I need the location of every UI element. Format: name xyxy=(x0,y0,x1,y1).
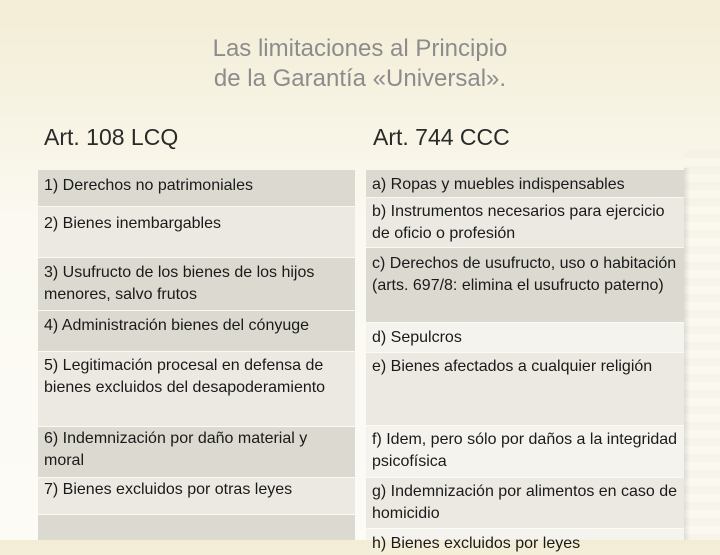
right-row-h xyxy=(366,529,684,552)
right-row-h-text: h) Bienes excluidos por leyes xyxy=(372,535,581,552)
title-line-1: Las limitaciones al Principio xyxy=(212,35,508,62)
left-row-6: 6) Indemnización por daño material y moral xyxy=(38,427,355,477)
left-row-5: 5) Legitimación procesal en defensa de bienes excluidos del desapoderamiento xyxy=(38,352,355,426)
table-shadow xyxy=(684,168,690,540)
right-row-b: b) Instrumentos necesarios para ejercicio de oficio o profesión xyxy=(366,198,684,247)
column-header-left: Art. 108 LCQ xyxy=(44,124,179,150)
right-row-g: g) Indemnización por alimentos en caso de homicidio xyxy=(366,478,684,528)
slide-title xyxy=(110,34,610,94)
right-row-a: a) Ropas y muebles indispensables xyxy=(366,170,684,197)
right-row-d: d) Sepulcros xyxy=(366,323,684,352)
right-row-e: e) Bienes afectados a cualquier religión xyxy=(366,353,684,425)
right-row-c: c) Derechos de usufructo, uso o habitación (arts. 697/8: elimina el usufructo paterno) xyxy=(366,248,684,322)
left-row-3: 3) Usufructo de los bienes de los hijos menores, salvo frutos xyxy=(38,258,355,310)
right-row-f: f) Idem, pero sólo por daños a la integridad psicofísica xyxy=(366,426,684,477)
left-row-2: 2) Bienes inembargables xyxy=(38,207,355,257)
left-row-1: 1) Derechos no patrimoniales xyxy=(38,170,355,206)
column-header-right: Art. 744 CCC xyxy=(373,124,510,150)
title-line-2: de la Garantía «Universal». xyxy=(213,65,507,92)
left-row-8-empty xyxy=(38,515,355,540)
left-row-4: 4) Administración bienes del cónyuge xyxy=(38,311,355,351)
left-row-7: 7) Bienes excluidos por otras leyes xyxy=(38,478,355,514)
